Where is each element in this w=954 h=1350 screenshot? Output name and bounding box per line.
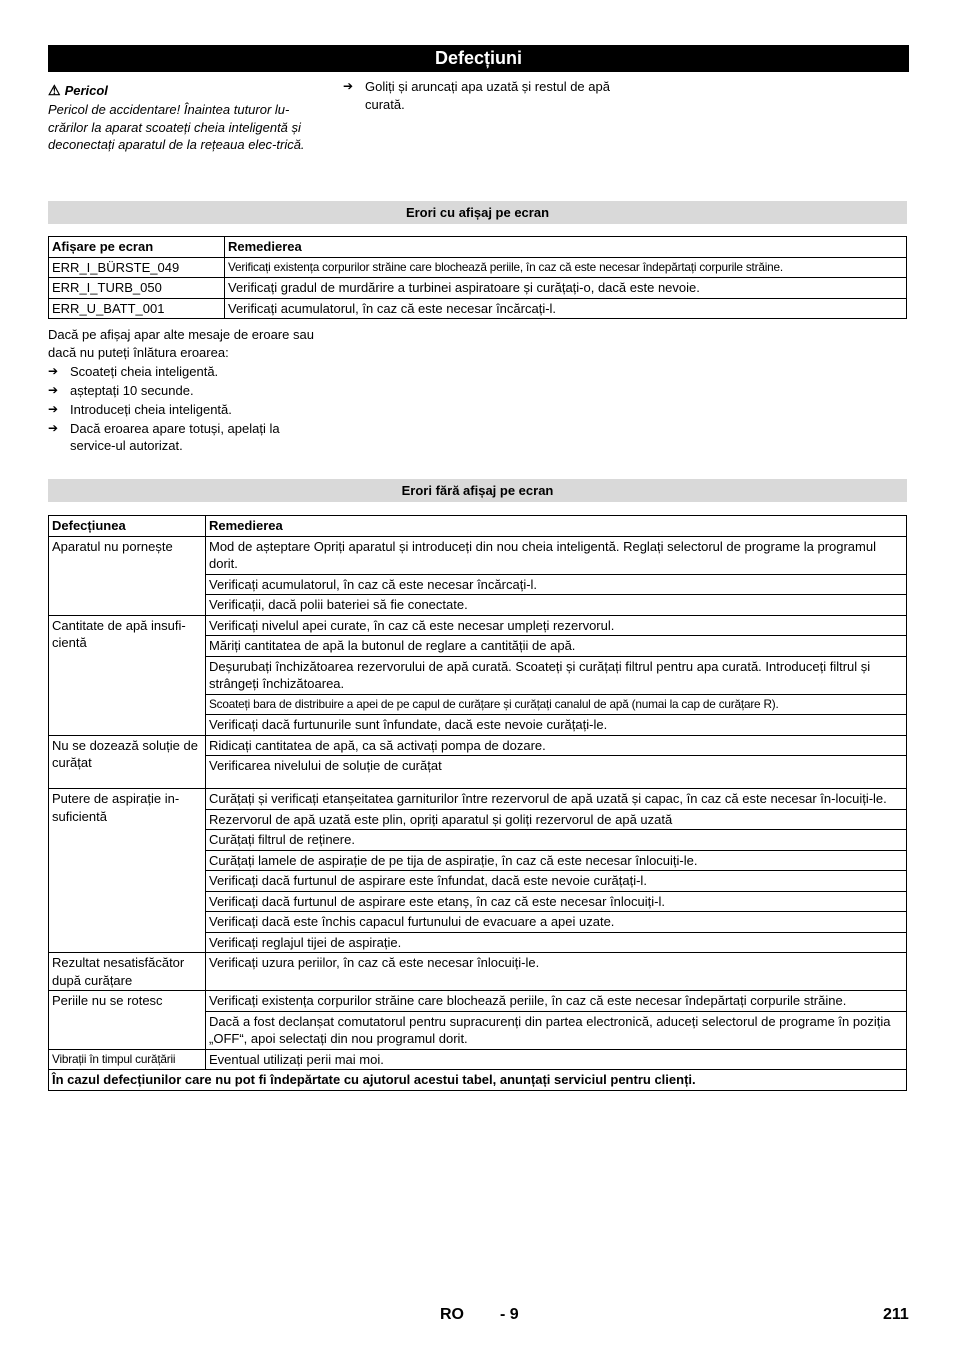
arrow-right-icon: ➔ [48, 401, 59, 416]
remedy-cell: Verificați dacă furtunul de aspirare este înfundat, dacă este nevoie curățați-l. [206, 871, 907, 892]
remedy-cell: Mod de așteptare Opriți aparatul și introduceți din nou cheia inteligentă. Reglați selectorul de programe la programul dorit. [206, 536, 907, 574]
table-cell: Verificați existența corpurilor străine care blochează periile, în caz că este necesar îndepărtați corpurile străine. [225, 257, 907, 278]
faults-table [48, 515, 907, 1091]
table-row [49, 953, 907, 991]
column-header: Afișare pe ecran [49, 237, 225, 258]
paragraph: Dacă pe afișaj apar alte mesaje de eroare sau dacă nu puteți înlătura eroarea: [48, 327, 314, 360]
table-footer-row [49, 1070, 907, 1091]
section1-title: Erori cu afișaj pe ecran [48, 201, 907, 224]
list-item: ➔ Introduceți cheia inteligentă. [48, 401, 232, 417]
list-item: ➔ așteptați 10 secunde. [48, 382, 194, 398]
section-title: Defecțiuni [48, 45, 909, 72]
remedy-cell: Verificați dacă furtunurile sunt înfundate, dacă este nevoie curățați-le. [206, 715, 907, 736]
remedy-cell: Verificarea nivelului de soluție de curățat [206, 756, 907, 789]
remedy-cell: Verificați nivelul apei curate, în caz că este necesar umpleți rezervorul. [206, 615, 907, 636]
table-row [49, 789, 907, 810]
section2-title: Erori fără afișaj pe ecran [48, 479, 907, 502]
remedy-cell: Curățați filtrul de reținere. [206, 830, 907, 851]
display-errors-table [48, 236, 907, 319]
remedy-cell: Măriți cantitatea de apă la butonul de reglare a cantității de apă. [206, 636, 907, 657]
arrow-right-icon: ➔ [48, 420, 59, 435]
warning-triangle-icon: ⚠ [48, 82, 61, 98]
remedy-cell: Ridicați cantitatea de apă, ca să activați pompa de dozare. [206, 735, 907, 756]
remedy-cell: Rezervorul de apă uzată este plin, opriți aparatul și goliți rezervorul de apă uzată [206, 809, 907, 830]
table-cell: Verificați gradul de murdărire a turbinei aspiratoare și curățați-o, dacă este nevoie. [225, 278, 907, 299]
local-page-number: - 9 [500, 1306, 519, 1323]
fault-cell: Periile nu se rotesc [49, 991, 206, 1050]
remedy-cell: Dacă a fost declanșat comutatorul pentru supracurenți din partea electronică, aduceți selectorul de programe în poziția „OFF“, apoi selectați din nou programul dorit. [206, 1011, 907, 1049]
fault-cell: Aparatul nu pornește [49, 536, 206, 615]
list-item: ➔ Dacă eroarea apare totuși, apelați la service-ul autorizat. [48, 420, 280, 453]
column-header: Remedierea [225, 237, 907, 258]
fault-cell: Putere de aspirație in-suficientă [49, 789, 206, 953]
remedy-cell: Deșurubați închizătoarea rezervorului de apă curată. Scoateți și curățați filtrul pentru apa curată. Introduceți filtrul și strângeți închizătoarea. [206, 656, 907, 694]
remedy-cell: Scoateți bara de distribuire a apei de pe capul de curățare și curățați canalul de apă (numai la cap de curățare R). [206, 694, 907, 715]
arrow-right-icon: ➔ [48, 363, 59, 378]
remedy-cell: Verificații, dacă polii bateriei să fie conectate. [206, 595, 907, 616]
list-item: ➔ Scoateți cheia inteligentă. [48, 363, 219, 379]
remedy-cell: Verificați uzura periilor, în caz că este necesar înlocuiți-le. [206, 953, 907, 991]
table-header-row [49, 237, 907, 258]
instructions [48, 326, 328, 455]
remedy-cell: Eventual utilizați perii mai moi. [206, 1049, 907, 1070]
remedy-cell: Curățați lamele de aspirație de pe tija de aspirație, în caz că este necesar înlocuiți-le. [206, 850, 907, 871]
list-item: ➔ Goliți și aruncați apa uzată și restul de apă curată. [343, 79, 610, 112]
table-row [49, 257, 907, 278]
table-row [49, 615, 907, 636]
fault-cell: Nu se dozează soluție de curățat [49, 735, 206, 789]
service-note: În cazul defecțiunilor care nu pot fi îndepărtate cu ajutorul acestui tabel, anunțați serviciul pentru clienți. [49, 1070, 907, 1091]
table-cell: ERR_U_BATT_001 [49, 298, 225, 319]
remedy-cell: Verificați reglajul tijei de aspirație. [206, 932, 907, 953]
table-cell: Verificați acumulatorul, în caz că este necesar încărcați-l. [225, 298, 907, 319]
table-row [49, 991, 907, 1012]
remedy-cell: Curățați și verificați etanșeitatea garniturilor între rezervorul de apă uzată și capac, în caz că este necesar în-locuiți-le. [206, 789, 907, 810]
fault-cell: Cantitate de apă insufi-cientă [49, 615, 206, 735]
remedy-cell: Verificați acumulatorul, în caz că este necesar încărcați-l. [206, 574, 907, 595]
remedy-cell: Verificați dacă este închis capacul furtunului de evacuare a apei uzate. [206, 912, 907, 933]
fault-cell: Vibrații în timpul curățării [49, 1049, 206, 1070]
remedy-cell: Verificați existența corpurilor străine care blochează periile, în caz că este necesar îndepărtați corpurile străine. [206, 991, 907, 1012]
arrow-right-icon: ➔ [343, 79, 354, 93]
language-code: RO [440, 1306, 464, 1323]
remedy-cell: Verificați dacă furtunul de aspirare este etanș, în caz că este necesar înlocuiți-l. [206, 891, 907, 912]
table-cell: ERR_I_TURB_050 [49, 278, 225, 299]
page-number: 211 [883, 1306, 909, 1323]
danger-text: Pericol de accidentare! Înaintea tuturor lu-crărilor la aparat scoateți cheia inteligentă și deconectați aparatul de la rețeaua elec-trică. [48, 102, 305, 152]
column-header: Remedierea [206, 516, 907, 537]
table-row [49, 1049, 907, 1070]
right-steps [343, 78, 623, 113]
danger-notice [48, 80, 323, 154]
table-row [49, 536, 907, 574]
table-cell: ERR_I_BÜRSTE_049 [49, 257, 225, 278]
fault-cell: Rezultat nesatisfăcător după curățare [49, 953, 206, 991]
danger-title: Pericol [64, 83, 108, 98]
table-row [49, 735, 907, 756]
arrow-right-icon: ➔ [48, 382, 59, 397]
column-header: Defecțiunea [49, 516, 206, 537]
table-row [49, 278, 907, 299]
table-row [49, 298, 907, 319]
table-header-row [49, 516, 907, 537]
